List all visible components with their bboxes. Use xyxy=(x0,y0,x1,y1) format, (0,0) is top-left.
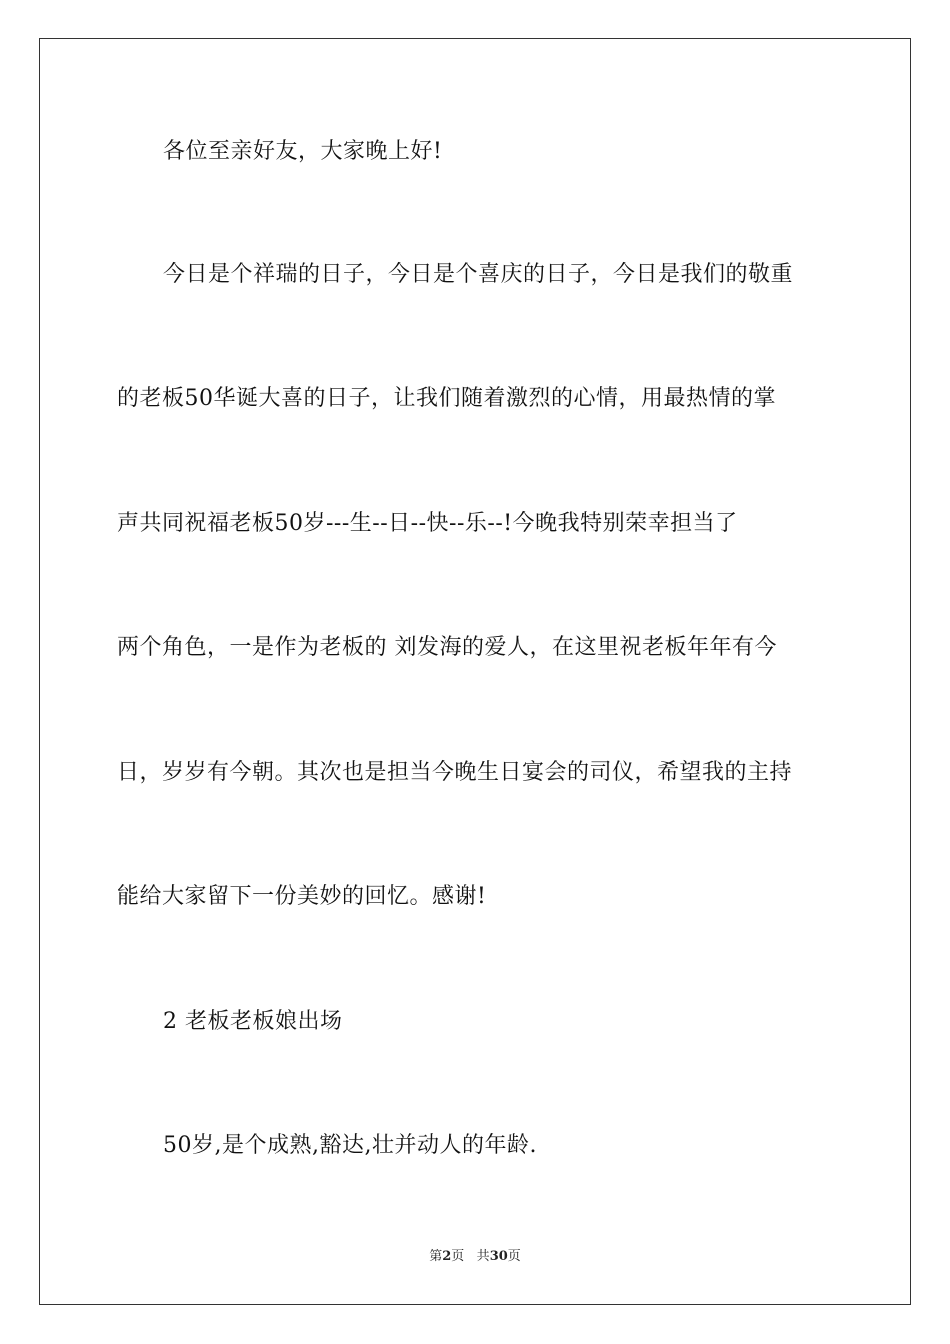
page-footer xyxy=(0,1248,950,1266)
page-suffix: 页 xyxy=(451,1249,465,1264)
paragraph-line: 的老板50华诞大喜的日子，让我们随着激烈的心情，用最热情的掌 xyxy=(117,386,776,411)
paragraph-line: 50岁,是个成熟,豁达,壮并动人的年龄. xyxy=(163,1133,537,1158)
current-page-number: 2 xyxy=(442,1249,452,1264)
total-prefix: 共 xyxy=(476,1249,490,1264)
paragraph-line: 能给大家留下一份美妙的回忆。感谢! xyxy=(117,884,487,909)
page-border xyxy=(39,38,911,1305)
total-page-count: 30 xyxy=(489,1249,508,1264)
paragraph-line: 声共同祝福老板50岁---生--日--快--乐--!今晚我特别荣幸担当了 xyxy=(117,511,738,536)
page-prefix: 第 xyxy=(429,1249,443,1264)
total-suffix: 页 xyxy=(507,1249,521,1264)
greeting-line: 各位至亲好友，大家晚上好! xyxy=(163,139,443,164)
paragraph-line: 日，岁岁有今朝。其次也是担当今晚生日宴会的司仪，希望我的主持 xyxy=(117,760,793,785)
paragraph-line: 两个角色，一是作为老板的 刘发海的爱人，在这里祝老板年年有今 xyxy=(117,635,777,660)
section-heading: 2 老板老板娘出场 xyxy=(163,1009,343,1034)
paragraph-line: 今日是个祥瑞的日子，今日是个喜庆的日子，今日是我们的敬重 xyxy=(163,262,794,287)
